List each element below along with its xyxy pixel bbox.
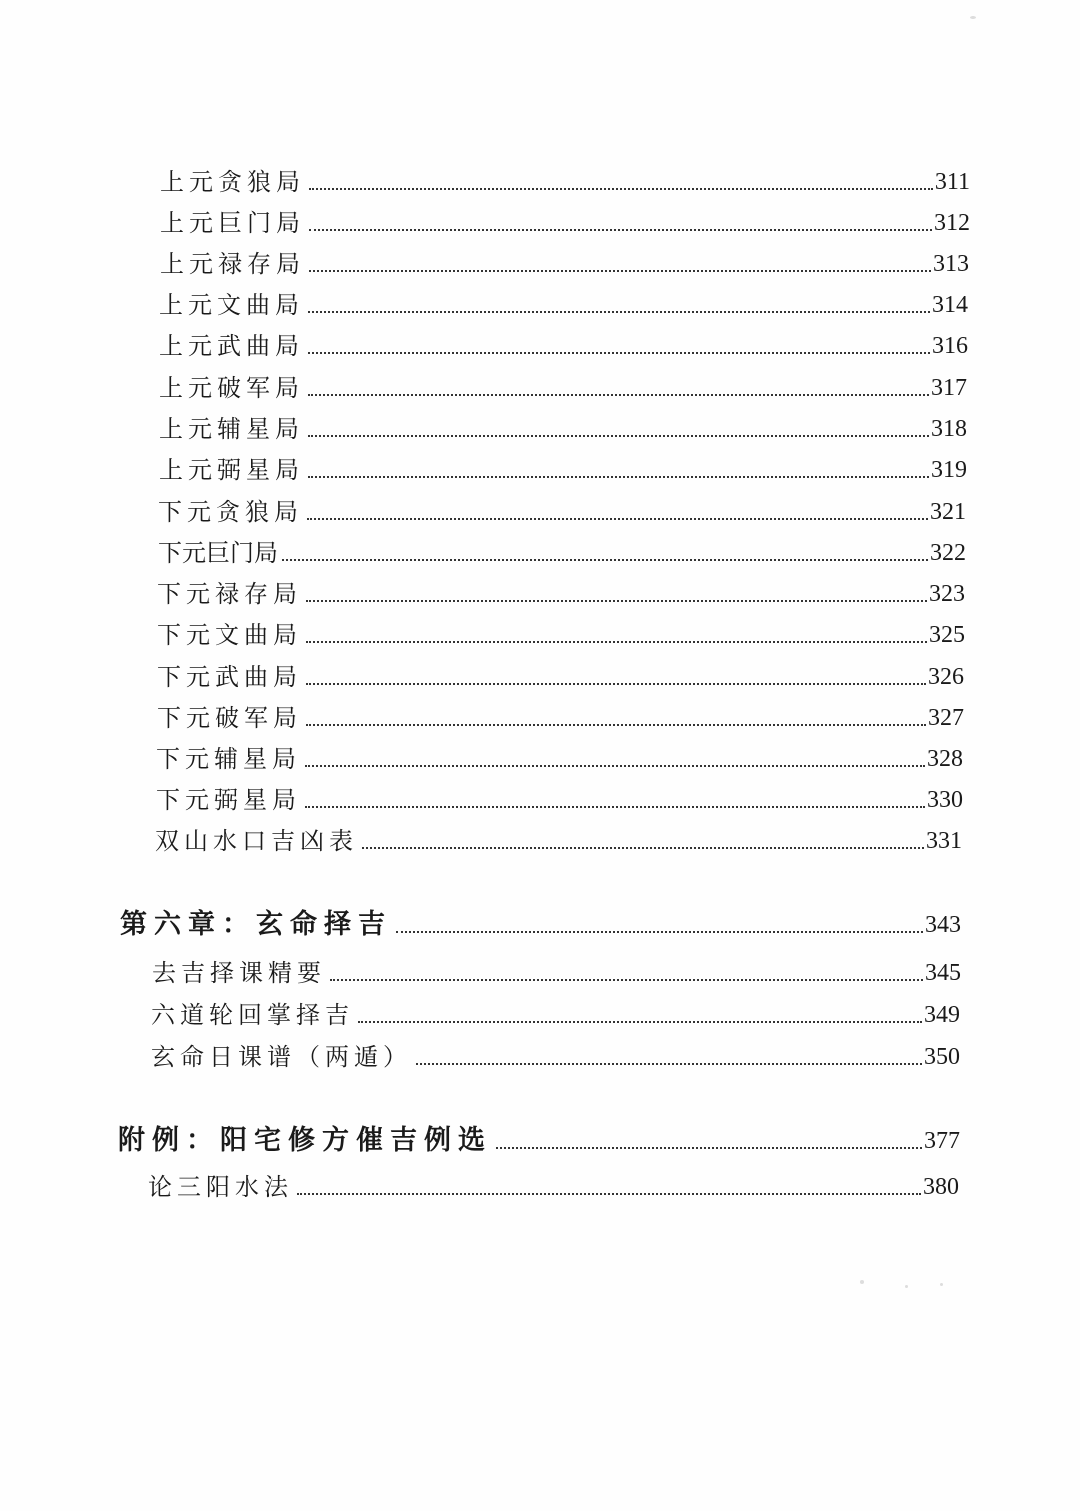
toc-entry[interactable]: [157, 658, 964, 692]
toc-entry[interactable]: [158, 534, 966, 568]
dot-leader: [297, 1192, 921, 1195]
toc-entry[interactable]: [156, 781, 963, 815]
toc-entry[interactable]: [156, 740, 963, 774]
toc-entry[interactable]: [159, 451, 967, 485]
toc-entry-title: 上元文曲局: [159, 291, 304, 319]
appendix-page: 377: [924, 1128, 960, 1154]
dot-leader: [309, 269, 931, 272]
toc-entry[interactable]: [157, 616, 965, 650]
toc-entry-page: 322: [930, 540, 966, 566]
toc-entry[interactable]: [148, 1168, 959, 1202]
toc-entry-page: 312: [934, 210, 970, 236]
scan-speck: [970, 16, 976, 19]
appendix-heading[interactable]: [118, 1122, 960, 1156]
toc-entry-page: 318: [931, 416, 967, 442]
toc-entry-title: 下元文曲局: [157, 621, 302, 649]
toc-entry-title: 下元破军局: [157, 704, 302, 732]
dot-leader: [362, 846, 924, 849]
chapter-page: 343: [925, 912, 961, 938]
toc-entry[interactable]: [158, 493, 966, 527]
dot-leader: [308, 393, 929, 396]
chapter-heading[interactable]: [120, 906, 961, 940]
toc-entry[interactable]: [159, 286, 968, 320]
toc-entry-title: 下元武曲局: [157, 663, 302, 691]
dot-leader: [306, 682, 926, 685]
toc-entry-page: 345: [925, 960, 961, 986]
toc-entry-title: 上元弼星局: [159, 456, 304, 484]
toc-entry-title: 上元辅星局: [159, 415, 304, 443]
toc-entry-title: 上元破军局: [159, 374, 304, 402]
toc-entry-title: 上元禄存局: [160, 250, 305, 278]
dot-leader: [305, 764, 925, 767]
dot-leader: [496, 1146, 922, 1149]
toc-entry-page: 311: [934, 169, 970, 195]
toc-entry-page: 350: [924, 1044, 960, 1070]
toc-entry[interactable]: [160, 245, 969, 279]
toc-entry-page: 327: [928, 705, 964, 731]
toc-entry-title: 下元贪狼局: [158, 498, 303, 526]
toc-entry-page: 330: [927, 787, 963, 813]
dot-leader: [308, 475, 929, 478]
toc-entry-page: 328: [927, 746, 963, 772]
toc-entry-page: 323: [929, 581, 965, 607]
dot-leader: [358, 1020, 922, 1023]
dot-leader: [308, 351, 930, 354]
toc-entry[interactable]: [155, 822, 962, 856]
toc-entry-page: 325: [929, 622, 965, 648]
toc-entry-page: 349: [924, 1002, 960, 1028]
toc-entry-page: 314: [932, 292, 968, 318]
scan-speck: [940, 1283, 943, 1286]
toc-entry[interactable]: [159, 327, 968, 361]
toc-entry-title: 下元禄存局: [157, 580, 302, 608]
toc-entry-title: 上元巨门局: [160, 209, 305, 237]
toc-entry-page: 380: [923, 1174, 959, 1200]
toc-entry[interactable]: [157, 575, 965, 609]
dot-leader: [330, 978, 923, 981]
toc-entry-page: 317: [931, 375, 967, 401]
toc-entry[interactable]: [160, 204, 970, 238]
toc-entry-title: 上元贪狼局: [160, 168, 305, 196]
toc-entry-title: 玄命日课谱（两遁）: [151, 1043, 412, 1071]
dot-leader: [306, 640, 927, 643]
appendix-title: 附例：阳宅修方催吉例选: [118, 1125, 492, 1156]
toc-entry-page: 321: [930, 499, 966, 525]
toc-entry[interactable]: [157, 699, 964, 733]
toc-entry-title: 下元辅星局: [156, 745, 301, 773]
toc-entry-title: 双山水口吉凶表: [155, 827, 358, 855]
dot-leader: [309, 228, 932, 231]
toc-entry-title: 去吉择课精要: [152, 959, 326, 987]
dot-leader: [308, 434, 929, 437]
toc-entry-page: 326: [928, 664, 964, 690]
toc-entry-title: 六道轮回掌择吉: [151, 1001, 354, 1029]
toc-entry-page: 331: [926, 828, 962, 854]
dot-leader: [306, 599, 927, 602]
scan-speck: [860, 1280, 864, 1284]
toc-entry[interactable]: [159, 369, 967, 403]
toc-entry[interactable]: [152, 954, 961, 988]
dot-leader: [396, 930, 923, 933]
toc-entry[interactable]: [151, 1038, 960, 1072]
toc-entry-page: 319: [931, 457, 967, 483]
dot-leader: [305, 805, 925, 808]
toc-entry-page: 313: [933, 251, 969, 277]
dot-leader: [307, 517, 928, 520]
toc-entry[interactable]: [160, 163, 970, 197]
dot-leader: [306, 723, 926, 726]
dot-leader: [309, 187, 933, 190]
toc-entry[interactable]: [159, 410, 967, 444]
toc-entry-title: 论三阳水法: [148, 1173, 293, 1201]
dot-leader: [282, 558, 928, 561]
toc-entry-page: 316: [932, 333, 968, 359]
toc-entry-title: 下元巨门局: [158, 539, 278, 567]
chapter-title: 第六章：玄命择吉: [120, 909, 392, 940]
scan-speck: [905, 1285, 908, 1288]
dot-leader: [308, 310, 930, 313]
toc-entry-title: 上元武曲局: [159, 332, 304, 360]
toc-entry[interactable]: [151, 996, 960, 1030]
dot-leader: [416, 1062, 922, 1065]
toc-entry-title: 下元弼星局: [156, 786, 301, 814]
